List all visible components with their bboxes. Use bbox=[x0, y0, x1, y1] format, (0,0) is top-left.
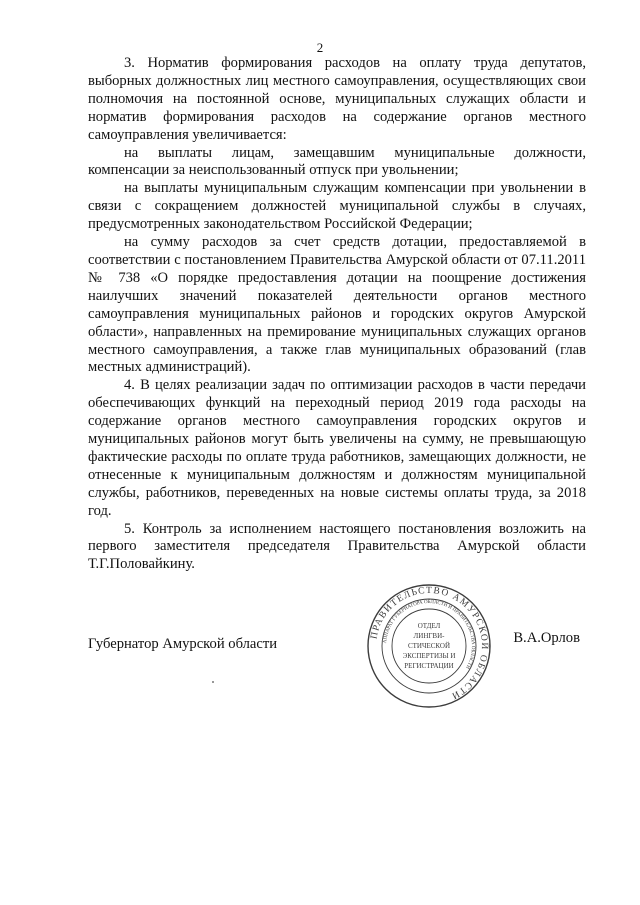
paragraph-3: 3. Норматив формирования расходов на оплату труда депутатов, выборных должностных лиц местного самоуправления, осуществляющих свои полномочия на постоянной основе, муниципальных служащих области и норматив формирования расходов на содержание органов местного самоуправления увеличивается: bbox=[88, 55, 586, 143]
paragraph-3-item-3: на сумму расходов за счет средств дотации, предоставляемой в соответствии с постановлением Правительства Амурской области от 07.11.2011 № 738 «О порядке предоставления дотации на поощрение достижения наилучших значений показателей деятельности органов местного самоуправления муниципальных районов и городских округов Амурской области», направленных на премирование муниципальных служащих органов местного самоуправления, а также глав муниципальных образований (глав местных администраций). bbox=[88, 234, 586, 376]
stamp-center-line-3: СТИЧЕСКОЙ bbox=[407, 642, 451, 650]
page-number: 2 bbox=[316, 40, 324, 55]
signatory-position: Губернатор Амурской области bbox=[88, 636, 278, 652]
official-stamp bbox=[366, 583, 492, 709]
paragraph-5: 5. Контроль за исполнением настоящего постановления возложить на первого заместителя председателя Правительства Амурской области Т.Г.Половайкину. bbox=[88, 520, 586, 573]
signature-block bbox=[88, 628, 586, 668]
scan-speck bbox=[212, 681, 214, 683]
stamp-center-line-2: ЛИНГВИ- bbox=[413, 632, 445, 640]
stamp-center-line-4: ЭКСПЕРТИЗЫ И bbox=[402, 652, 456, 660]
paragraph-3-item-2: на выплаты муниципальным служащим компенсации при увольнении в связи с сокращением должностей муниципальной службы в случаях, предусмотренных законодательством Российской Федерации; bbox=[88, 180, 586, 233]
paragraph-4: 4. В целях реализации задач по оптимизации расходов в части передачи обеспечивающих функций на переходный период 2019 года расходы на содержание органов местного самоуправления городских округов и муниципальных районов могут быть увеличены на сумму, не превышающую фактические расходы по оплате труда работников, замещающих должности, не отнесенные к муниципальным должностям и должностям муниципальной службы, работников, переведенных на новые системы оплаты труда, за 2018 год. bbox=[88, 377, 586, 519]
document-body bbox=[88, 55, 586, 574]
signatory-name: В.А.Орлов bbox=[513, 630, 580, 646]
stamp-center-line-1: ОТДЕЛ bbox=[417, 622, 441, 630]
stamp-center-line-5: РЕГИСТРАЦИИ bbox=[404, 662, 454, 670]
stamp-middle-text: АППАРАТ ГУБЕРНАТОРА ОБЛАСТИ И ПРАВИТЕЛЬСТВА ОБЛАСТИ bbox=[383, 599, 476, 670]
stamp-outer-text: ПРАВИТЕЛЬСТВО АМУРСКОЙ ОБЛАСТИ bbox=[369, 585, 490, 701]
paragraph-3-item-1: на выплаты лицам, замещавшим муниципальные должности, компенсации за неиспользованный отпуск при увольнении; bbox=[88, 144, 586, 179]
